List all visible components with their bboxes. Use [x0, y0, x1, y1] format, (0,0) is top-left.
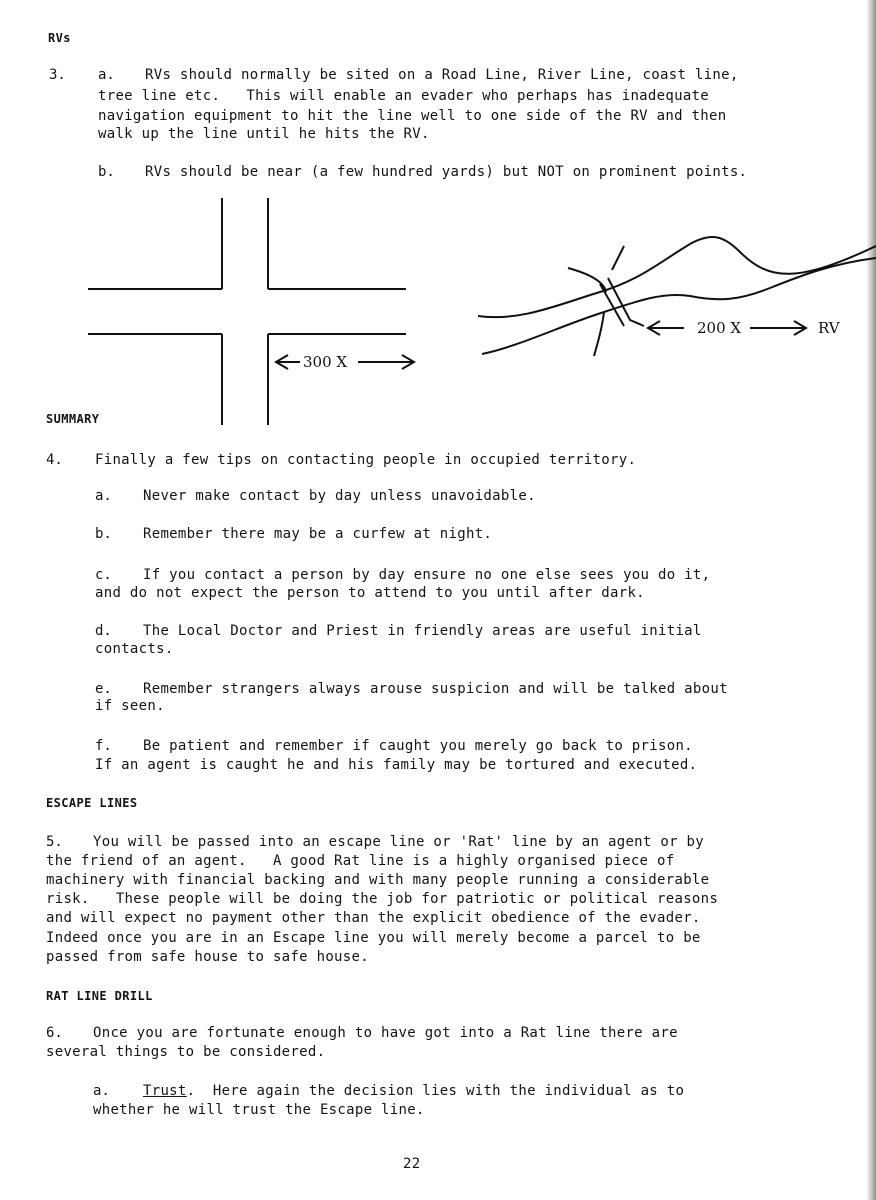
para4f-line-1: Be patient and remember if caught you merely go back to prison.: [143, 738, 693, 754]
para6-number: 6.: [46, 1025, 63, 1041]
para4e-line-1: Remember strangers always arouse suspicion and will be talked about: [143, 681, 728, 697]
para6-line-1: Once you are fortunate enough to have got into a Rat line there are: [93, 1025, 678, 1041]
para3a-line-3: navigation equipment to hit the line well to one side of the RV and then: [98, 108, 727, 124]
trust-term-dot: .: [186, 1083, 196, 1099]
para4f-line-2: If an agent is caught he and his family may be tortured and executed.: [95, 757, 698, 773]
para4a-line-1: Never make contact by day unless unavoidable.: [143, 488, 536, 504]
para6a-line-2: whether he will trust the Escape line.: [93, 1102, 425, 1118]
heading-rat-line-drill: RAT LINE DRILL: [46, 989, 153, 1003]
river-distance-label: 200 X: [697, 319, 742, 337]
para3a-line-4: walk up the line until he hits the RV.: [98, 126, 430, 142]
para4d-line-1: The Local Doctor and Priest in friendly areas are useful initial: [143, 623, 702, 639]
para4-intro: Finally a few tips on contacting people in occupied territory.: [95, 452, 637, 468]
para4-number: 4.: [46, 452, 63, 468]
para6a-line-1: [143, 1082, 684, 1100]
heading-escape-lines: ESCAPE LINES: [46, 796, 138, 810]
para4a-marker: a.: [95, 488, 112, 504]
para6-line-2: several things to be considered.: [46, 1044, 326, 1060]
para5-line-5: and will expect no payment other than the explicit obedience of the evader.: [46, 910, 701, 926]
heading-rvs: RVs: [48, 31, 71, 45]
para3a-line-1: RVs should normally be sited on a Road Line, River Line, coast line,: [145, 67, 739, 83]
para5-number: 5.: [46, 834, 63, 850]
para5-line-4: risk. These people will be doing the job for patriotic or political reasons: [46, 891, 719, 907]
para3-number: 3.: [49, 67, 66, 83]
para4c-line-1: If you contact a person by day ensure no one else sees you do it,: [143, 567, 711, 583]
para4d-marker: d.: [95, 623, 112, 639]
river-drawing: [478, 237, 876, 356]
crossroads-distance-label: 300 X: [303, 353, 348, 371]
para4e-line-2: if seen.: [95, 698, 165, 714]
para4e-marker: e.: [95, 681, 112, 697]
river-rv-label: RV: [818, 319, 840, 337]
para4f-marker: f.: [95, 738, 112, 754]
para3b-marker: b.: [98, 164, 115, 180]
para4b-marker: b.: [95, 526, 112, 542]
para3a-marker: a.: [98, 67, 115, 83]
para6a-marker: a.: [93, 1083, 110, 1099]
para3a-line-2: tree line etc. This will enable an evader who perhaps has inadequate: [98, 88, 710, 104]
scan-edge-shadow: [866, 0, 876, 1200]
rv-siting-diagram: [0, 0, 876, 440]
para5-line-3: machinery with financial backing and with many people running a considerable: [46, 872, 710, 888]
para4d-line-2: contacts.: [95, 641, 174, 657]
para5-line-2: the friend of an agent. A good Rat line is a highly organised piece of: [46, 853, 675, 869]
para4c-marker: c.: [95, 567, 112, 583]
heading-summary: SUMMARY: [46, 412, 100, 426]
para6a-rest: Here again the decision lies with the individual as to: [212, 1083, 685, 1099]
para5-line-1: You will be passed into an escape line or 'Rat' line by an agent or by: [93, 834, 705, 850]
page-number: 22: [403, 1156, 421, 1172]
crossroads-drawing: [88, 198, 406, 425]
para4b-line-1: Remember there may be a curfew at night.: [143, 526, 493, 542]
para5-line-7: passed from safe house to safe house.: [46, 949, 369, 965]
para4c-line-2: and do not expect the person to attend to you until after dark.: [95, 585, 645, 601]
para3b-text: RVs should be near (a few hundred yards) but NOT on prominent points.: [145, 164, 748, 180]
trust-term: Trust: [143, 1083, 187, 1099]
para5-line-6: Indeed once you are in an Escape line you will merely become a parcel to be: [46, 930, 701, 946]
